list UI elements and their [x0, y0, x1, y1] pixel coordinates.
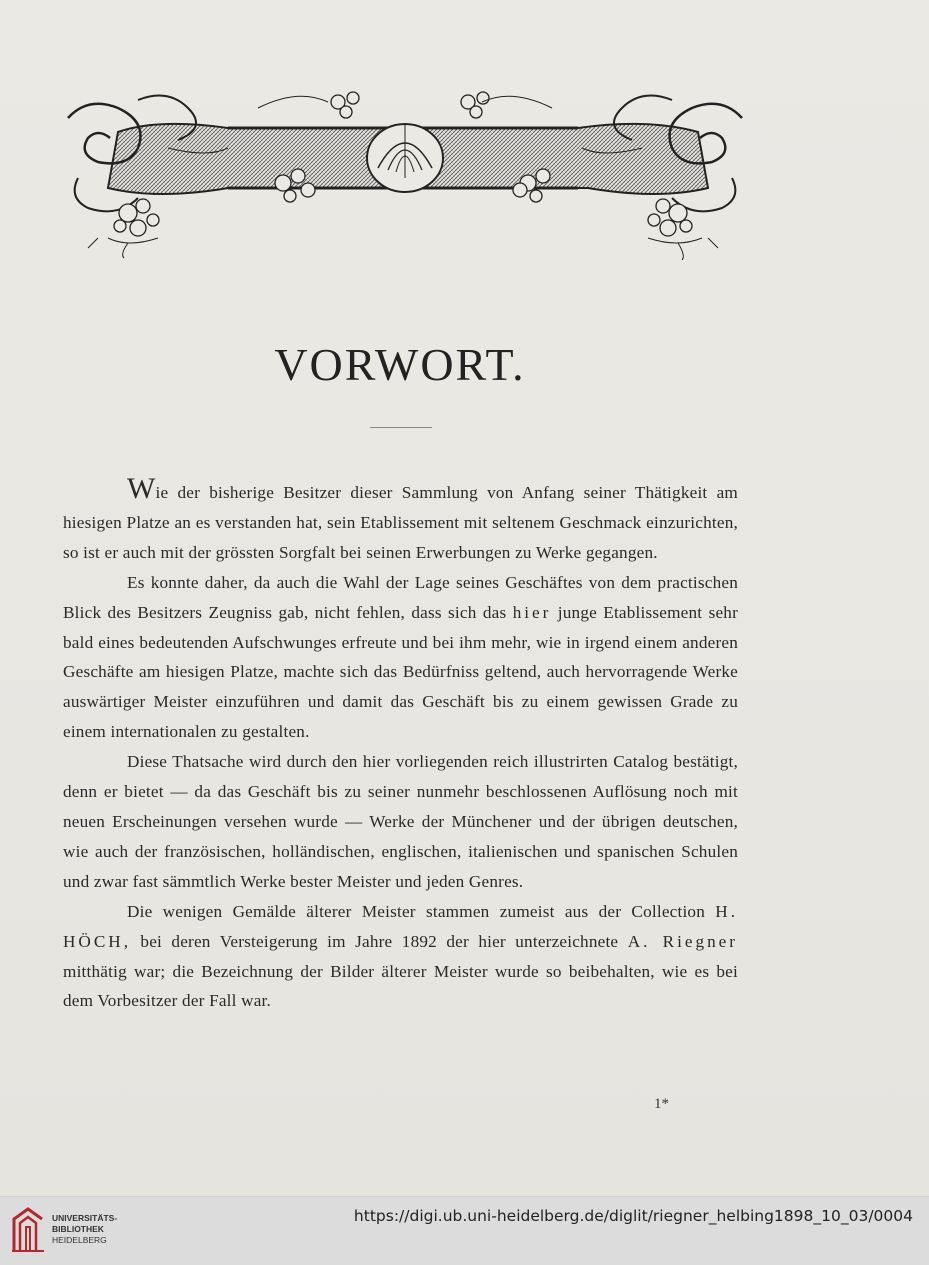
paragraph-3-text: Diese Thatsache wird durch den hier vorliegenden reich illustrirten Catalog bestätigt, denn er bietet — da das Geschäft bis zu seiner nunmehr beschlossenen Auflösung noch mit neuen Erscheinungen versehen wurde — Werke der Münchener und der übrigen deutschen, wie auch der französischen, holländischen, englischen, italienischen und spanischen Schulen und zwar fast sämmtlich Werke bester Meister und jeden Genres.	[63, 752, 738, 891]
decorative-headpiece-ornament	[58, 88, 752, 260]
paragraph-2-after: junge Etablissement sehr bald eines bedeutenden Aufschwunges erfreute und bei ihm mehr, wie in irgend einem anderen Geschäfte am hiesigen Platze, machte sich das Bedürfniss geltend, auch hervorragende Werke auswärtiger Meister einzuführen und damit das Geschäft bis zu einem gewissen Grade zu einem internationalen zu gestalten.	[63, 602, 739, 742]
page-number: 1*	[654, 1096, 669, 1112]
library-name-line-2: BIBLIOTHEK	[52, 1224, 104, 1234]
paragraph-1-text: ie der bisherige Besitzer dieser Sammlung von Anfang seiner Thätigkeit am hiesigen Platze an es verstanden hat, sein Etablissement mit seltenem Geschmack einzurichten, so ist er auch mit der grössten Sorgfalt bei seinen Erwerbungen zu Werke gegangen.	[63, 483, 738, 562]
viewer-footer	[0, 1196, 929, 1265]
library-name-line-3: HEIDELBERG	[52, 1235, 107, 1245]
library-name[interactable]	[52, 1213, 117, 1246]
paragraph-4-before: Die wenigen Gemälde älterer Meister stammen zumeist aus der Collection	[127, 901, 706, 921]
paragraph-2-spaced-word: hier	[512, 602, 552, 622]
paragraph-4	[63, 897, 738, 1017]
page-title: VORWORT.	[274, 339, 526, 390]
paragraph-1	[63, 472, 738, 568]
paragraph-4-middle: bei deren Versteigerung im Jahre 1892 der hier unterzeichnete	[140, 931, 619, 951]
name-riegner: A. Riegner	[627, 931, 739, 951]
foreword-body	[63, 472, 739, 1016]
title-divider	[370, 427, 432, 428]
paragraph-4-after: mitthätig war; die Bezeichnung der Bilder älterer Meister wurde so beibehalten, wie es bei dem Vorbesitzer der Fall war.	[63, 961, 738, 1011]
paragraph-2-before: Es konnte daher, da auch die Wahl der Lage seines Geschäftes von dem practischen Blick des Besitzers Zeugniss gab, nicht fehlen, dass sich das	[63, 572, 738, 622]
paragraph-3	[63, 747, 738, 897]
drop-cap: W	[127, 472, 156, 505]
university-library-logo-icon[interactable]	[10, 1205, 46, 1255]
library-name-line-1: UNIVERSITÄTS-	[52, 1213, 118, 1223]
paragraph-2	[63, 568, 738, 747]
permalink-url[interactable]: https://digi.ub.uni-heidelberg.de/diglit/riegner_helbing1898_10_03/0004	[353, 1207, 913, 1225]
name-hoech: H. HÖCH,	[63, 901, 738, 951]
